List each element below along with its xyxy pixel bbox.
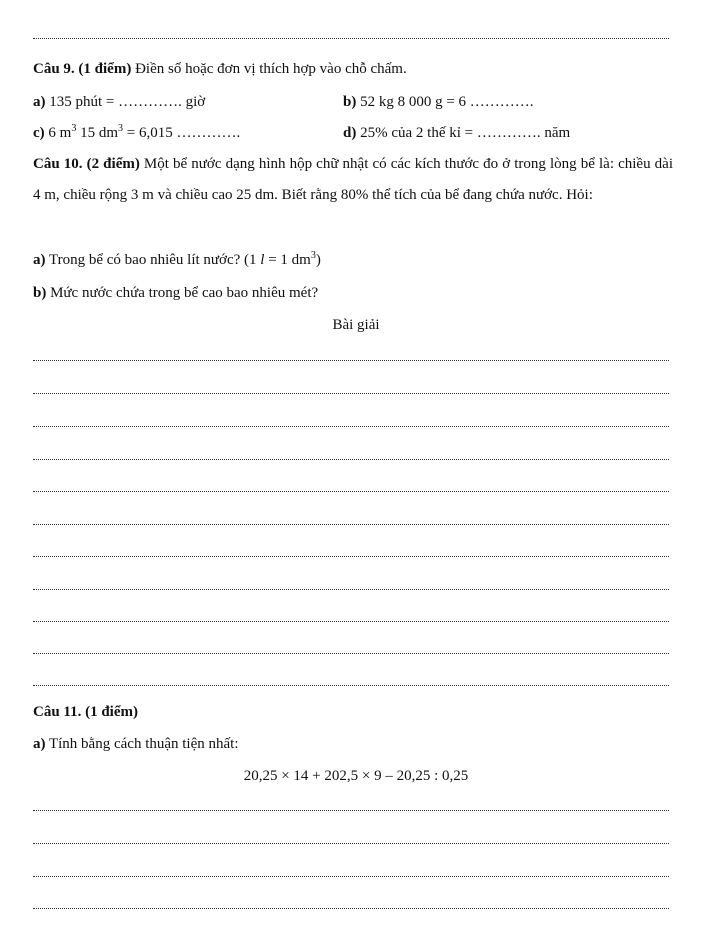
q10-a-label: a) bbox=[33, 252, 46, 268]
solution-heading: Bài giải bbox=[332, 317, 380, 333]
q9-c-label: c) bbox=[33, 125, 45, 141]
q9-heading bbox=[33, 59, 407, 79]
q9-title: Câu 9. (1 điểm) bbox=[33, 61, 132, 77]
q10-item-b bbox=[33, 283, 318, 303]
q11-a-label: a) bbox=[33, 736, 46, 752]
answer-dotted-line bbox=[33, 685, 669, 686]
answer-dotted-line bbox=[33, 426, 669, 427]
q9-c-sup2: 3 bbox=[118, 123, 123, 134]
q9-a-label: a) bbox=[33, 94, 46, 110]
q10-item-a bbox=[33, 250, 321, 270]
answer-dotted-line bbox=[33, 393, 669, 394]
q10-a-text3: ) bbox=[315, 252, 321, 268]
q9-b-label: b) bbox=[343, 94, 357, 110]
q11-a-text: Tính bằng cách thuận tiện nhất: bbox=[45, 736, 239, 752]
q10-a-unit-litre: l bbox=[260, 252, 265, 268]
answer-dotted-line bbox=[33, 38, 669, 39]
q10-body bbox=[33, 149, 673, 211]
answer-dotted-line bbox=[33, 524, 669, 525]
q11-heading bbox=[33, 702, 138, 722]
q10-text: Một bể nước dạng hình hộp chữ nhật có các kích thước đo ở trong lòng bể là: chiều dài 4 m, chiều rộng 3 m và chiều cao 25 dm. Biết rằng 80% thể tích của bể đang chứa nước. Hỏi: bbox=[33, 156, 673, 203]
q9-c-part3: = 6,015 …………. bbox=[123, 125, 241, 141]
answer-dotted-line bbox=[33, 360, 669, 361]
q9-c-part2: 15 dm bbox=[76, 125, 118, 141]
q9-item-b bbox=[343, 92, 534, 112]
answer-dotted-line bbox=[33, 810, 669, 811]
q10-a-text1: Trong bể có bao nhiêu lít nước? (1 bbox=[45, 252, 261, 268]
q10-b-label: b) bbox=[33, 285, 47, 301]
q9-a-text: 135 phút = …………. giờ bbox=[45, 94, 206, 110]
q9-c-part1: 6 m bbox=[44, 125, 72, 141]
q9-d-text: 25% của 2 thế kỉ = …………. năm bbox=[356, 125, 571, 141]
answer-dotted-line bbox=[33, 589, 669, 590]
q11-expression: 20,25 × 14 + 202,5 × 9 – 20,25 : 0,25 bbox=[243, 768, 469, 784]
answer-dotted-line bbox=[33, 621, 669, 622]
q11-item-a bbox=[33, 734, 239, 754]
answer-dotted-line bbox=[33, 876, 669, 877]
q9-b-text: 52 kg 8 000 g = 6 …………. bbox=[356, 94, 534, 110]
q10-b-text: Mức nước chứa trong bể cao bao nhiêu mét? bbox=[46, 285, 319, 301]
answer-dotted-line bbox=[33, 908, 669, 909]
answer-dotted-line bbox=[33, 556, 669, 557]
q10-title: Câu 10. (2 điểm) bbox=[33, 156, 140, 172]
q9-d-label: d) bbox=[343, 125, 357, 141]
answer-dotted-line bbox=[33, 491, 669, 492]
q10-a-sup: 3 bbox=[310, 250, 316, 261]
q9-item-a bbox=[33, 92, 205, 112]
q9-instruction: Điền số hoặc đơn vị thích hợp vào chỗ chấm. bbox=[131, 61, 407, 77]
q9-c-sup1: 3 bbox=[71, 123, 77, 134]
answer-dotted-line bbox=[33, 459, 669, 460]
q11-title: Câu 11. (1 điểm) bbox=[33, 704, 138, 720]
q9-item-c bbox=[33, 123, 240, 143]
answer-dotted-line bbox=[33, 843, 669, 844]
q10-a-text2: = 1 dm bbox=[264, 252, 311, 268]
answer-dotted-line bbox=[33, 653, 669, 654]
q9-item-d bbox=[343, 123, 570, 143]
